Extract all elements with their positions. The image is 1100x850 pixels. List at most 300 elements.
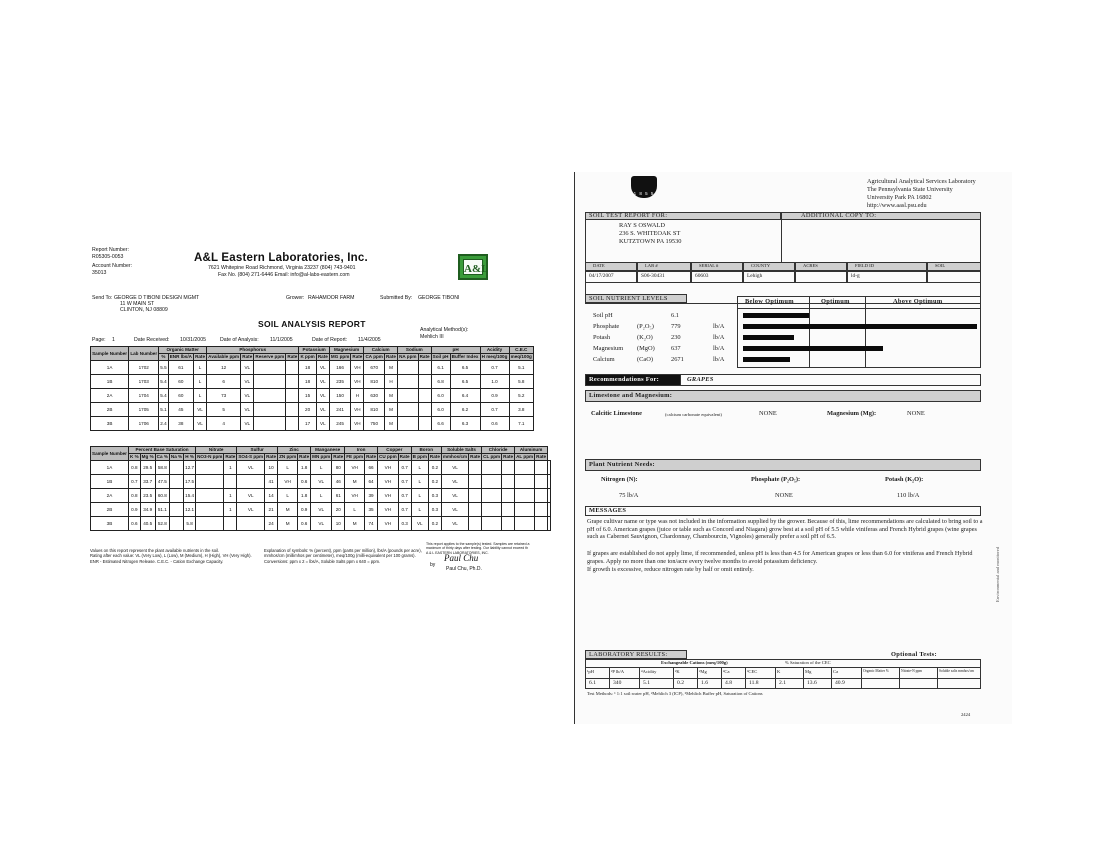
report-number-label: Report Number:	[92, 247, 129, 253]
table1-cell: 670	[364, 361, 385, 375]
nutrient-unit: lb/A	[713, 334, 725, 341]
table1-group-header: Sample Number	[91, 347, 129, 361]
table1-subhead: Rate	[352, 354, 363, 360]
lab-results-label: LABORATORY RESULTS:	[589, 651, 668, 658]
table1-cell: 750	[364, 417, 385, 431]
table2-subhead: Rate	[225, 454, 236, 460]
table1-cell: 60	[168, 375, 193, 389]
company-address: 7621 Whitepine Road Richmond, Virginia 23237 (804) 743-9401	[208, 265, 356, 271]
info-value-cell	[927, 271, 981, 283]
nutrient-formula: (MgO)	[637, 345, 655, 352]
nutrient-level-bar	[743, 324, 977, 329]
table2-cell	[169, 503, 183, 517]
table2-cell: 0.7	[128, 475, 140, 489]
table2-subhead: Na %	[170, 454, 183, 460]
table2-cell: VL	[311, 517, 332, 531]
by-label: by	[430, 562, 436, 568]
table2-subhead: Rate	[366, 454, 377, 460]
table2-cell: 64	[365, 475, 378, 489]
table2-cell	[224, 475, 237, 489]
result-value: 13.6	[807, 680, 817, 686]
table2-subhead: Rate	[503, 454, 514, 460]
table1-cell: 1A	[91, 361, 129, 375]
table1-subhead: ENR lbs/A	[169, 354, 192, 360]
note-mid-1: Explanation of symbols: % (percent), ppm (parts per million), lbs/A (pounds per acre),	[264, 548, 422, 553]
table1-cell	[418, 389, 431, 403]
table1-group-header: Phosphorus	[207, 347, 299, 354]
table2-cell	[169, 489, 183, 503]
note-left-1: Values on this report represent the plant available nutrients in the soil.	[90, 548, 220, 553]
messages-label: MESSAGES	[589, 507, 627, 514]
table1-group-header: Sodium	[398, 347, 432, 354]
table1-row	[91, 403, 534, 417]
table1-cell: 5.1	[159, 403, 168, 417]
table2-cell: 10	[332, 517, 345, 531]
table1-cell: 241	[329, 403, 351, 417]
table2-cell: 51.1	[155, 503, 169, 517]
table1-cell: 5.4	[159, 375, 168, 389]
table1-cell: M	[384, 403, 397, 417]
result-value: 2.1	[779, 680, 786, 686]
result-header: Nitrate-N ppm	[901, 669, 923, 673]
lab-line-2: The Pennsylvania State University	[867, 185, 953, 193]
table2-cell: M	[278, 503, 298, 517]
table1-cell: 20	[299, 403, 316, 417]
table2-cell: 17.5	[184, 475, 196, 489]
table2-subhead-row	[91, 454, 551, 461]
table1-subhead: CA ppm	[365, 354, 383, 360]
table2-cell: VL	[311, 503, 332, 517]
table2-cell	[535, 517, 548, 531]
info-value: Lehigh	[747, 273, 763, 279]
note-right-3: A & L EASTERN LABORATORIES, INC.	[426, 550, 489, 555]
table2-cell	[237, 475, 265, 489]
nutrient-value: 779	[671, 323, 681, 330]
table2-cell: L	[411, 475, 428, 489]
table1-cell: 6.4	[450, 389, 480, 403]
phosphate-value: NONE	[775, 492, 793, 499]
table1-cell: 5.1	[509, 361, 533, 375]
table1-subhead: Buffer Index	[451, 354, 479, 360]
table2-cell: 0.8	[128, 461, 140, 475]
table1-cell: 1705	[129, 403, 159, 417]
table1-group-header: Acidity	[480, 347, 509, 354]
date-report-label: Date of Report:	[312, 337, 348, 343]
table2-subhead: Ca %	[156, 454, 168, 460]
table2-cell: 0.3	[398, 517, 411, 531]
table2-cell: 1B	[91, 475, 129, 489]
level-below-header: Below Optimum	[745, 298, 794, 305]
company-name: A&L Eastern Laboratories, Inc.	[194, 252, 368, 264]
table1-subhead: Rate	[195, 354, 206, 360]
table2-cell	[169, 461, 183, 475]
message-1: Grape cultivar name or type was not included in the information supplied by the grower. Because of this, lime recommendations are calculated to bring soil to a pH of 6.0. American grapes (juice or table such as Concord and Niagara) grow best at a soil pH of 5.5 while viniferas and French Hybrid grapes (wine grapes such as Cabernet Sauvignon, Chardonnay, Chambourcin, Vignoles) generally prefer a soil pH of 6.5.	[587, 518, 983, 541]
table2-cell: L	[411, 503, 428, 517]
table2-cell: 0.9	[128, 503, 140, 517]
nutrient-name: Phosphate	[593, 323, 620, 330]
table1-cell: 166	[329, 361, 351, 375]
table1-cell: 60	[168, 389, 193, 403]
table2-cell: 33.7	[140, 475, 155, 489]
table1-cell: 5.4	[159, 389, 168, 403]
result-header: ²Mg	[699, 669, 707, 674]
table2-cell	[196, 461, 224, 475]
al-logo	[458, 254, 488, 280]
table2-cell: VL	[311, 475, 332, 489]
nutrient-level-bar	[743, 335, 794, 340]
table2-cell	[469, 489, 482, 503]
table1-cell: L	[194, 361, 207, 375]
table1-cell: VL	[241, 375, 254, 389]
table1-cell	[254, 389, 286, 403]
table2-group-row	[91, 447, 551, 454]
table1-cell: VH	[351, 403, 364, 417]
table2-cell: 74	[365, 517, 378, 531]
table2-cell	[502, 489, 515, 503]
table1-cell	[286, 361, 299, 375]
info-header: FIELD ID	[855, 263, 875, 268]
send-to-line-1: GEORGE D TIBONI DESIGN MGMT	[114, 295, 200, 301]
table2-cell: 29.5	[140, 461, 155, 475]
table1-cell: 1.0	[480, 375, 509, 389]
table1-row	[91, 375, 534, 389]
table2-subhead: H %	[185, 454, 194, 460]
table1-cell: VL	[316, 417, 329, 431]
saturation-label: % Saturation of the CEC	[785, 660, 831, 665]
table2-cell: 47.5	[155, 475, 169, 489]
table1-cell	[286, 375, 299, 389]
table1-row	[91, 417, 534, 431]
info-value: ld-g	[851, 273, 860, 279]
calcitic-label: Calcitic Limestone	[591, 410, 642, 417]
table1-group-row	[91, 347, 534, 354]
table2-cell: L	[411, 461, 428, 475]
table1-cell: L	[194, 389, 207, 403]
table2-row	[91, 461, 551, 475]
table1-cell: 6.2	[450, 403, 480, 417]
table2-cell	[502, 475, 515, 489]
additional-copy-label: ADDITIONAL COPY TO:	[801, 212, 877, 219]
nutrient-analysis-table	[90, 446, 551, 531]
table2-cell: 2A	[91, 489, 129, 503]
send-to-label: Send To:	[92, 295, 113, 301]
info-value: 04/17/2007	[589, 273, 614, 279]
table1-cell	[254, 403, 286, 417]
potash-label: Potash (K₂O):	[885, 476, 924, 483]
info-header: COUNTY	[751, 263, 771, 268]
table1-cell: 18	[299, 375, 316, 389]
table1-subhead: Soil pH	[432, 354, 449, 360]
submitted-by-label: Submitted By:	[380, 295, 413, 301]
table2-cell: 0.7	[398, 475, 411, 489]
table1-cell	[398, 375, 419, 389]
nutrient-unit: lb/A	[713, 356, 725, 363]
table1-subhead: Available ppm	[208, 354, 240, 360]
nitrogen-value: 75 lb/A	[619, 492, 639, 499]
table2-group-header: Zinc	[278, 447, 311, 454]
table2-cell	[469, 503, 482, 517]
table2-cell	[482, 503, 502, 517]
seal-text: 1 8 5 5	[633, 191, 655, 196]
al-soil-report	[88, 244, 547, 584]
table2-subhead: Rate	[429, 454, 440, 460]
table1-cell	[418, 375, 431, 389]
table2-group-header: Copper	[378, 447, 412, 454]
result-header: Organic Matter %	[863, 669, 889, 673]
table2-cell	[515, 489, 535, 503]
level-above-header: Above Optimum	[893, 298, 943, 305]
grower-label: Grower:	[286, 295, 305, 301]
table2-cell: L	[345, 503, 365, 517]
table2-cell: M	[345, 517, 365, 531]
info-header: LAB #	[645, 263, 658, 268]
result-header: ⁴Acidity	[641, 669, 657, 674]
info-value: 60603	[695, 273, 709, 279]
table1-cell	[398, 403, 419, 417]
table2-cell: VL	[237, 489, 265, 503]
al-logo-text: A&L	[463, 259, 483, 275]
table2-subhead: ZN ppm	[279, 454, 297, 460]
table2-cell: 41	[265, 475, 278, 489]
table2-cell	[515, 475, 535, 489]
table1-subhead: Rate	[385, 354, 396, 360]
table2-subhead: CU ppm	[379, 454, 397, 460]
nutrient-level-bar	[743, 313, 809, 318]
table2-cell	[548, 489, 551, 503]
table2-cell: 0.3	[428, 503, 441, 517]
table1-cell: 630	[364, 389, 385, 403]
date-report: 11/4/2005	[358, 337, 381, 343]
table1-cell: H	[351, 389, 364, 403]
info-header: DATE	[593, 263, 605, 268]
table1-cell: 73	[207, 389, 241, 403]
table2-group-header: Sulfur	[237, 447, 278, 454]
table2-cell: L	[311, 489, 332, 503]
table1-cell: VH	[351, 375, 364, 389]
table2-cell	[196, 475, 224, 489]
table1-cell: M	[384, 389, 397, 403]
nutrient-level-bar	[743, 357, 790, 362]
lab-line-4: http://www.aasl.psu.edu	[867, 201, 927, 209]
table1-cell: 235	[329, 375, 351, 389]
table1-cell: 1702	[129, 361, 159, 375]
info-header: SERIAL #	[699, 263, 719, 268]
table2-cell: 40.5	[140, 517, 155, 531]
table2-cell: VL	[237, 503, 265, 517]
table1-cell: 7.1	[509, 417, 533, 431]
table2-cell: VH	[278, 475, 298, 489]
table1-cell: 17	[299, 417, 316, 431]
info-value-cell	[795, 271, 847, 283]
table1-group-header: Calcium	[364, 347, 398, 354]
table2-row	[91, 475, 551, 489]
table1-cell: 6	[207, 375, 241, 389]
result-value: 11.8	[749, 680, 759, 686]
table2-cell: 20	[332, 503, 345, 517]
table2-cell: VH	[345, 489, 365, 503]
table1-cell: 0.6	[480, 417, 509, 431]
table2-subhead: K %	[129, 454, 139, 460]
analytical-method: Mehlich III	[420, 334, 444, 340]
signature: Paul Chu	[444, 553, 479, 563]
lab-info	[867, 178, 976, 210]
psu-seal-icon	[631, 176, 657, 198]
result-header: Soluble salts mmhos/cm	[939, 669, 975, 673]
table2-cell: 0.6	[298, 517, 311, 531]
table1-cell: 0.7	[480, 361, 509, 375]
table2-cell: 1	[224, 503, 237, 517]
table2-subhead: Rate	[536, 454, 547, 460]
nutrient-name: Calcium	[593, 356, 615, 363]
table1-cell	[418, 403, 431, 417]
table2-cell	[515, 461, 535, 475]
table2-cell: 0.8	[128, 489, 140, 503]
table1-row	[91, 361, 534, 375]
table2-cell: 14	[265, 489, 278, 503]
table1-cell: VL	[241, 403, 254, 417]
table2-subhead: Rate	[333, 454, 344, 460]
table2-group-header: Boron	[411, 447, 441, 454]
table2-group-header: Nitrate	[196, 447, 237, 454]
table2-subhead: CL ppm	[483, 454, 501, 460]
nutrient-unit: lb/A	[713, 323, 725, 330]
note-mid-2: mmhos/cm (millimhos per centimeter), meq/100g (milli-equivalent per 100 grams).	[264, 553, 416, 559]
table1-cell: VH	[351, 417, 364, 431]
optional-tests-label: Optional Tests:	[891, 651, 937, 658]
table1-cell: 6.0	[431, 389, 450, 403]
table2-cell	[502, 461, 515, 475]
table2-cell: 0.7	[398, 489, 411, 503]
nutrient-value: 2671	[671, 356, 684, 363]
report-number: R05305-0053	[92, 254, 124, 260]
table2-cell	[548, 461, 551, 475]
table2-cell: 35	[365, 503, 378, 517]
nutrient-levels-label: SOIL NUTRIENT LEVELS	[589, 295, 668, 302]
table1-cell: 4	[207, 417, 241, 431]
table2-cell	[535, 461, 548, 475]
table1-cell: 6.1	[431, 361, 450, 375]
lab-line-3: University Park PA 16802	[867, 193, 932, 201]
table1-cell	[398, 361, 419, 375]
table2-cell: 66	[365, 461, 378, 475]
table1-group-header: Organic Matter	[159, 347, 207, 354]
table2-cell	[482, 489, 502, 503]
table2-cell: VL	[441, 503, 468, 517]
table2-cell: 52.8	[155, 517, 169, 531]
info-header: ACRES	[803, 263, 818, 268]
table2-cell: VL	[441, 489, 468, 503]
nitrogen-label: Nitrogen (N):	[601, 476, 638, 483]
page-number: 1	[112, 337, 115, 343]
table2-cell	[482, 475, 502, 489]
table2-cell: 10	[265, 461, 278, 475]
recommendations-label: Recommendations For:	[589, 376, 660, 383]
limestone-magnesium-label: Limestone and Magnesium:	[589, 392, 673, 399]
table1-cell: VL	[316, 403, 329, 417]
result-value: 340	[613, 680, 622, 686]
report-title: SOIL ANALYSIS REPORT	[258, 319, 366, 329]
page-number: 2424	[961, 712, 971, 717]
table2-cell: 1	[224, 461, 237, 475]
lab-line-1: Agricultural Analytical Services Laboratory	[867, 178, 976, 185]
table2-cell	[502, 503, 515, 517]
calcitic-value: NONE	[759, 410, 777, 417]
table1-cell: 0.7	[480, 403, 509, 417]
nutrient-name: Soil pH	[593, 312, 613, 319]
note-left-2: Rating after each value: VL (Very Low), L (Low), M (Medium), H (High), VH (Very High).	[90, 553, 252, 559]
result-value: 4.8	[725, 680, 732, 686]
table1-cell: VL	[316, 375, 329, 389]
table2-cell	[535, 475, 548, 489]
info-header: SOIL	[935, 263, 946, 268]
table1-cell: 2A	[91, 389, 129, 403]
table2-cell: 46	[332, 475, 345, 489]
table2-subhead: AL ppm	[516, 454, 534, 460]
table2-cell	[237, 517, 265, 531]
table2-subhead: mmhos/cm	[442, 454, 468, 460]
table1-cell	[418, 417, 431, 431]
table1-cell: 810	[364, 375, 385, 389]
table1-cell: 5.2	[509, 389, 533, 403]
table2-group-header: Manganese	[311, 447, 345, 454]
table1-cell: 6.3	[450, 417, 480, 431]
grower: RAHAMOOR FARM	[308, 295, 355, 301]
table1-cell	[286, 389, 299, 403]
table2-cell	[469, 517, 482, 531]
psu-soil-report	[574, 172, 1012, 724]
table2-cell: VH	[345, 461, 365, 475]
table1-cell	[418, 361, 431, 375]
table2-cell: 1A	[91, 461, 129, 475]
table1-row	[91, 389, 534, 403]
table1-subhead: meq/100g	[510, 354, 532, 360]
table1-subhead: MG ppm	[330, 354, 350, 360]
table2-subhead: Rate	[399, 454, 410, 460]
table2-subhead: FE ppm	[346, 454, 364, 460]
table2-cell	[482, 517, 502, 531]
table1-subhead: Rate	[287, 354, 298, 360]
table1-cell: 6.0	[431, 403, 450, 417]
table1-cell	[254, 361, 286, 375]
result-header: ¹pH	[587, 669, 594, 674]
table2-cell: 12.1	[184, 503, 196, 517]
date-received: 10/31/2005	[180, 337, 206, 343]
date-analysis: 11/1/2005	[270, 337, 293, 343]
table2-cell: 60.8	[155, 489, 169, 503]
calcitic-note: (calcium carbonate equivalent)	[665, 412, 722, 417]
table2-group-header: Chloride	[482, 447, 515, 454]
table1-subhead: H meq/100g	[481, 354, 508, 360]
table1-cell: 810	[364, 403, 385, 417]
table1-cell	[286, 417, 299, 431]
table2-cell: VH	[378, 475, 399, 489]
date-analysis-label: Date of Analysis:	[220, 337, 259, 343]
table1-subhead: Rate	[317, 354, 328, 360]
table1-cell: 1703	[129, 375, 159, 389]
table1-cell: 45	[168, 403, 193, 417]
table1-cell	[398, 389, 419, 403]
phosphate-label: Phosphate (P₂O₅):	[751, 476, 801, 483]
table2-cell: 0.2	[428, 475, 441, 489]
table2-subhead: B ppm	[412, 454, 427, 460]
table2-subhead: Mg %	[141, 454, 154, 460]
table1-cell	[254, 417, 286, 431]
result-header: Ca	[833, 669, 839, 674]
nutrient-value: 230	[671, 334, 681, 341]
soil-analysis-table	[90, 346, 534, 431]
table2-row	[91, 489, 551, 503]
table1-cell: 1704	[129, 389, 159, 403]
